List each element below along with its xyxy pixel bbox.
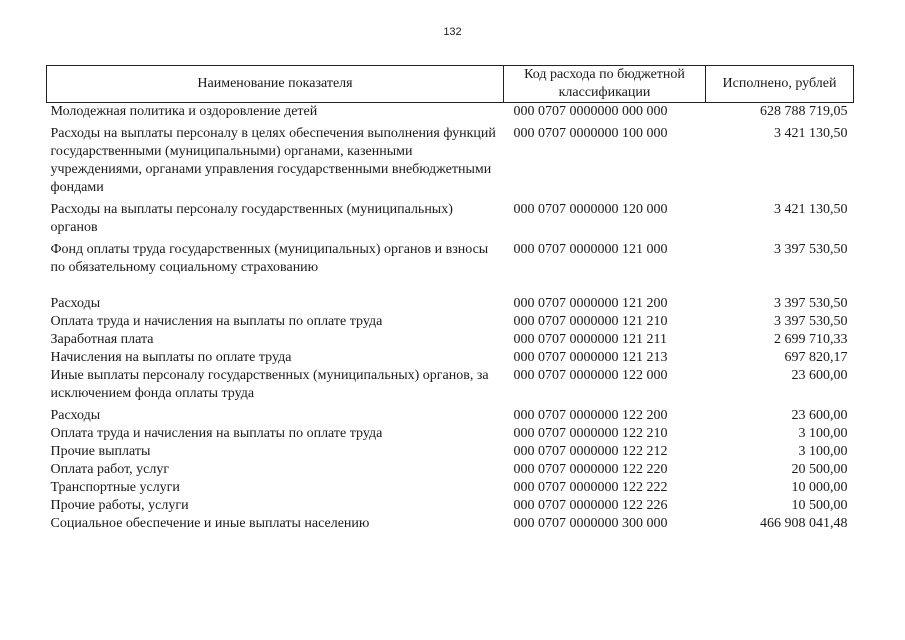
row-amount: 697 820,17 [784,350,848,365]
table-row [47,103,854,126]
row-amount: 466 908 041,48 [760,516,848,531]
row-name: Фонд оплаты труда государственных (муниципальных) органов и взносы по обязательному социальному страхованию [50,242,489,275]
row-name: Расходы на выплаты персоналу в целях обеспечения выполнения функций государственными (муниципальными) органами, казенными учреждениями, органами управления государственными внебюджетными фондами [50,126,496,195]
row-code: 000 0707 0000000 000 000 [513,104,668,119]
row-amount: 3 397 530,50 [774,296,848,311]
header-code: Код расхода по бюджетной классификации [504,66,706,103]
row-amount: 3 397 530,50 [774,242,848,257]
table-row [47,479,854,497]
table-row [47,295,854,313]
row-code: 000 0707 0000000 121 211 [513,332,667,347]
row-amount: 10 000,00 [791,480,848,495]
table-row [47,443,854,461]
row-amount: 3 421 130,50 [774,202,848,217]
row-name: Расходы [50,408,101,423]
row-name: Расходы на выплаты персоналу государственных (муниципальных) органов [50,202,453,235]
table-row [47,497,854,515]
row-code: 000 0707 0000000 100 000 [513,126,668,141]
row-amount: 3 397 530,50 [774,314,848,329]
table-row [47,125,854,201]
row-amount: 10 500,00 [791,498,848,513]
row-code: 000 0707 0000000 121 210 [513,314,668,329]
row-name: Прочие работы, услуги [50,498,189,513]
table-row [47,241,854,295]
row-name: Транспортные услуги [50,480,180,495]
row-name: Прочие выплаты [50,444,151,459]
row-name: Оплата труда и начисления на выплаты по оплате труда [50,314,383,329]
row-code: 000 0707 0000000 122 000 [513,368,668,383]
row-code: 000 0707 0000000 122 220 [513,462,668,477]
row-code: 000 0707 0000000 122 200 [513,408,668,423]
row-name: Оплата труда и начисления на выплаты по оплате труда [50,426,383,441]
header-amount: Исполнено, рублей [706,66,854,103]
header-row [47,66,854,103]
row-amount: 2 699 710,33 [774,332,848,347]
page-number: 132 [443,26,462,38]
row-code: 000 0707 0000000 122 210 [513,426,668,441]
table-row [47,515,854,533]
table-row [47,349,854,367]
row-name: Молодежная политика и оздоровление детей [50,104,318,119]
row-code: 000 0707 0000000 121 213 [513,350,668,365]
row-amount: 3 421 130,50 [774,126,848,141]
row-name: Оплата работ, услуг [50,462,170,477]
row-amount: 3 100,00 [798,426,848,441]
table-row [47,407,854,425]
table-row [47,331,854,349]
table-header [47,66,854,103]
table-row [47,201,854,241]
row-amount: 3 100,00 [798,444,848,459]
table-row [47,367,854,407]
table-row [47,425,854,443]
header-name: Наименование показателя [47,66,504,103]
table-body [47,103,854,534]
row-name: Социальное обеспечение и иные выплаты населению [50,516,370,531]
budget-execution-table [46,65,854,533]
row-name: Начисления на выплаты по оплате труда [50,350,292,365]
row-amount: 628 788 719,05 [760,104,848,119]
row-code: 000 0707 0000000 122 226 [513,498,668,513]
table-row [47,313,854,331]
row-amount: 23 600,00 [791,408,848,423]
row-code: 000 0707 0000000 120 000 [513,202,668,217]
row-name: Иные выплаты персоналу государственных (муниципальных) органов, за исключением фонда оплаты труда [50,368,489,401]
row-name: Расходы [50,296,101,311]
table-row [47,461,854,479]
row-name: Заработная плата [50,332,154,347]
row-amount: 23 600,00 [791,368,848,383]
row-code: 000 0707 0000000 122 212 [513,444,668,459]
row-code: 000 0707 0000000 122 222 [513,480,668,495]
row-amount: 20 500,00 [791,462,848,477]
row-code: 000 0707 0000000 121 200 [513,296,668,311]
row-code: 000 0707 0000000 121 000 [513,242,668,257]
row-code: 000 0707 0000000 300 000 [513,516,668,531]
